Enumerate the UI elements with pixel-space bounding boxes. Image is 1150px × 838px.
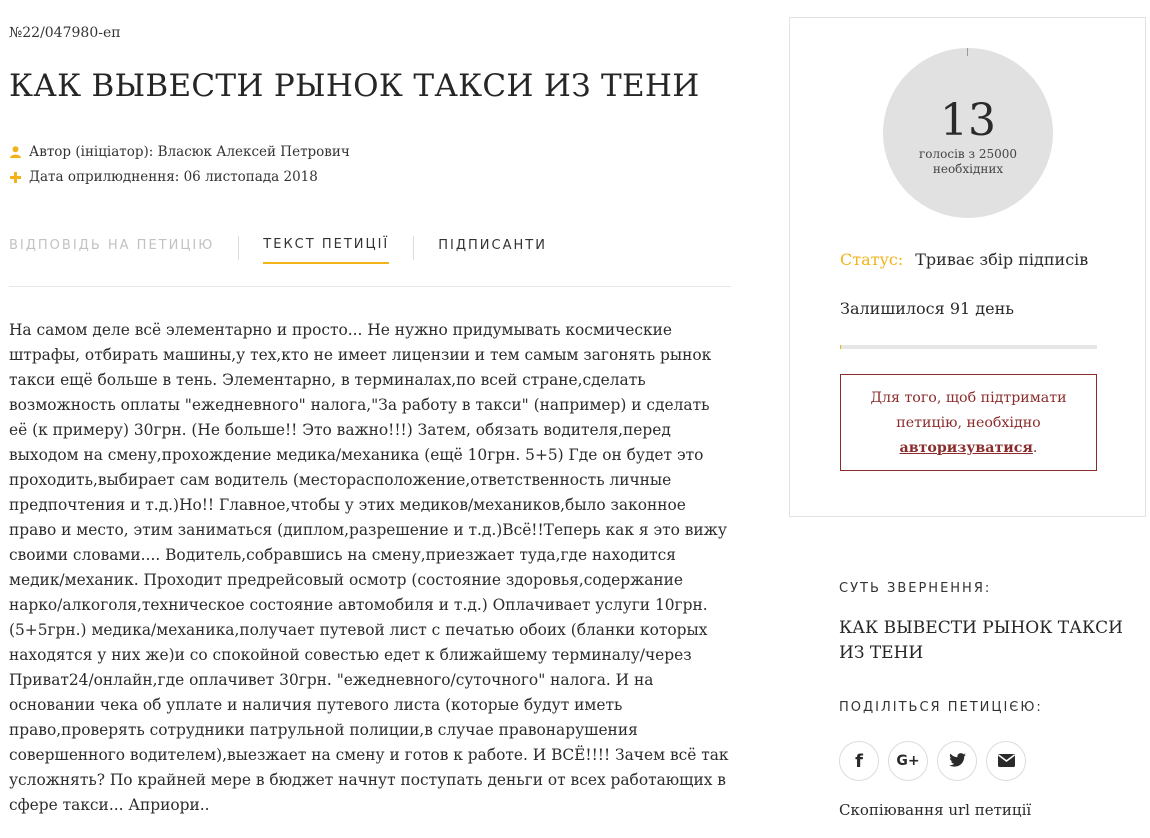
author-row [9,144,350,160]
vote-card [789,17,1146,517]
vote-count: 13 [940,95,996,146]
auth-notice [840,374,1097,471]
author-name: Власюк Алексей Петрович [157,144,350,160]
plus-icon [9,170,21,184]
tab-signatories[interactable]: ПІДПИСАНТИ [438,238,547,253]
days-remaining: Залишилося 91 день [840,299,1014,318]
vote-counter-circle [883,48,1053,218]
status-row [840,250,1088,269]
essence-title: КАК ВЫВЕСТИ РЫНОК ТАКСИ ИЗ ТЕНИ [839,618,1123,663]
facebook-icon: f [855,750,863,772]
share-facebook-button[interactable] [839,741,879,781]
author-label: Автор (ініціатор): [29,144,154,160]
content-divider [9,286,731,287]
auth-notice-text: Для того, щоб підтримати петицію, необхідно [870,390,1067,431]
vote-caption-line1: голосів з 25000 [918,147,1018,161]
twitter-icon [949,752,966,771]
tab-petition-text[interactable]: ТЕКСТ ПЕТИЦІЇ [263,232,389,264]
google-plus-icon: G+ [896,753,920,769]
essence-label: СУТЬ ЗВЕРНЕННЯ: [839,581,992,596]
vote-progress-tick [967,48,968,56]
date-row [9,169,318,185]
petition-text: На самом деле всё элементарно и просто... Не нужно придумывать космические штрафы, отбирать машины,у тех,кто не имеет лицензии и тем самым загонять рынок такси ещё больше в тень. Элементарно, в терминалах,по всей стране,сделать возможность оплаты "ежедневного" налога,"За работу в такси" (например) и сделать её (к примеру) 30грн. (Не больше!! Это важно!!!) Затем, обязать водителя,перед выходом на смену,прохождение медика/механика (ещё 10грн. 5+5) Где он будет это проходить,выбирает сам водитель (месторасположение,ответственность личные предпочтения и т.д.)Но!! Главное,чтобы у этих медиков/механиков,было законное право и место, этим заниматься (диплом,разрешение и т.д.)Всё!!Теперь как я это вижу своими словами.... Водитель,собравшись на смену,приезжает туда,где находится медик/механик. Проходит предрейсовый осмотр (состояние здоровья,содержание нарко/алкоголя,техническое состояние автомобиля и т.д.) Оплачивает услуги 10грн.(5+5грн.) медика/механика,получает путевой лист с печатью обоих (бланки которых находятся у них же)и со спокойной совестью едет к ближайшему терминалу/через Приват24/онлайн,где оплачивет 30грн. "ежедневного/суточного" налога. И на основании чека об уплате и наличия путевого листа (которые будут иметь право,проверять сотрудники патрульной полиции,в случае правонарушения совершенного водителем),выезжает на смену и готов к работе. И ВСЁ!!!! Зачем всё так усложнять? По крайней мере в бюджет начнут поступать деньги от всех работающих в сфере такси... Априори.. [9,321,729,814]
vote-caption [883,147,1053,177]
email-icon [998,752,1015,771]
share-google-plus-button[interactable] [888,741,928,781]
status-value: Триває збір підписів [915,250,1089,269]
date-label: Дата оприлюднення: [29,169,180,185]
tab-divider [238,236,239,260]
petition-number: №22/047980-еп [9,25,121,41]
copy-url-link[interactable]: Скопіювання url петиції [839,801,1032,819]
user-icon [9,145,21,159]
vote-caption-line2: необхідних [932,162,1004,176]
auth-notice-end: . [1032,440,1038,456]
login-link[interactable]: авторизуватися [899,440,1033,456]
tab-divider [413,236,414,260]
petition-tabs [9,232,547,264]
signature-progress-bar [840,345,1097,349]
page-title: КАК ВЫВЕСТИ РЫНОК ТАКСИ ИЗ ТЕНИ [9,68,700,104]
tab-response[interactable]: ВІДПОВІДЬ НА ПЕТИЦІЮ [9,238,215,253]
share-label: ПОДІЛІТЬСЯ ПЕТИЦІЄЮ: [839,700,1043,715]
share-email-button[interactable] [986,741,1026,781]
share-buttons [839,741,1026,781]
status-label: Статус: [840,250,904,269]
share-twitter-button[interactable] [937,741,977,781]
date-value: 06 листопада 2018 [183,169,318,185]
